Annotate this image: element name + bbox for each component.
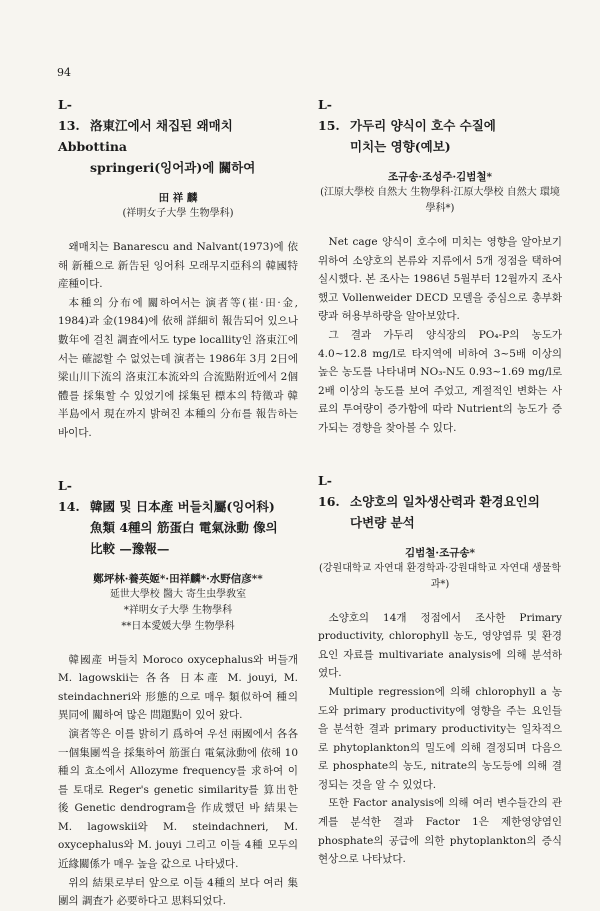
abstract-l16 [318,470,562,869]
abstract-title [318,470,562,533]
abstract-l15 [318,94,562,438]
title-line-2: 魚類 4種의 筋蛋白 電氣泳動 像의 [90,519,278,535]
abstract-title [58,94,298,178]
title-line-1: 가두리 양식이 호수 수질에 [350,118,496,133]
author-affiliation: (강원대학교 자연대 환경학과·강원대학교 자연대 생물학과*) [319,562,561,590]
abstract-code: L-15. [318,97,340,133]
title-line-1: 韓國 및 日本產 버들치屬(잉어科) [90,498,275,514]
paragraph: 그 결과 가두리 양식장의 PO₄-P의 농도가 4.0~12.8 mg/l로 타지역에 비하여 3~5배 이상의 높은 농도를 나타내며 NO₃-N도 0.93~1.69 mg/l로 2배 이상의 농도를 보여 주었고, 계절적인 변화는 사료의 투여량이 증가함에 따라 Nutrient의 농도가 증가되는 경향을 찾아볼 수 있다. [318,328,562,434]
paragraph: 위의 結果로부터 앞으로 이들 4種의 보다 여러 集團의 調査가 必要하다고 思料되었다. [58,876,298,908]
abstract-l14 [58,475,298,911]
author-names: 김범철·조규송* [404,546,475,559]
paragraph: 또한 Factor analysis에 의해 여러 변수들간의 관계를 분석한 결과 Factor 1은 제한영양염인 phosphate의 공급에 의한 phytoplankton의 증식현상으로 나타났다. [318,797,562,866]
abstract-code: L-14. [58,477,80,514]
author-affiliation: (祥明女子大學 生物學科) [122,208,234,219]
author-affiliation-1: 延世大學校 醫大 寄生虫學敎室 [109,588,247,600]
paragraph: 本種의 分布에 關하여서는 演者等(崔·田·金, 1984)과 金(1984)에 依해 詳細히 報告되어 있으나 數年에 걸친 調査에서도 type locallity인 洛東江에서는 確認할 수 없었는데 演者는 1986年 3月 2日에 梁山川下流의 洛東江本流와의 合流點附近에서 2個體를 採集할 수 있었기에 採集된 標本의 特徵과 韓半島에서 現在까지 밝혀진 本種의 分布를 報告하는 바이다. [58,296,298,439]
abstract-body [58,238,298,443]
abstract-body [318,233,562,438]
paragraph: Multiple regression에 의해 chlorophyll a 농도와 primary productivity에 영향을 주는 요인들을 분석한 결과 primary productivity는 일차적으로 phytoplankton의 밀도에 의해 결정되며 다음으로 phosphate의 농도, nitrate의 농도등에 의해 결정되는 것을 알 수 있었다. [318,685,562,791]
author-names: 鄭坪林·養英姬*·田祥麟*·水野信彦** [93,572,263,585]
paragraph: 演者等은 이를 밝히기 爲하여 우선 兩國에서 各各 一個集團씩을 採集하여 筋蛋白 電氣泳動에 依해 10種의 효소에서 Allozyme frequency를 求하여 이를 토대로 Reger's genetic similarity를 算出한 後 Genetic dendrogram을 作成했던 바 結果는 M. lagowskii와 M. steindachneri, M. oxycephalus와 M. jouyi 그리고 이들 4種 모두의 近緣關係가 매우 높을 값으로 나타냈다. [58,727,298,871]
author-affiliation-3: **日本愛媛大學 生物學科 [121,620,235,632]
title-line-2: springeri(잉어과)에 關하여 [90,160,256,175]
author-names: 조규송·조성주·김범철* [387,171,493,183]
abstract-body [58,651,298,911]
author-affiliation: (江原大學校 自然大 生物學科·江原大學校 自然大 環境學科*) [320,187,560,214]
page-number: 94 [57,66,71,79]
title-line-1: 소양호의 일차생산력과 환경요인의 [350,493,540,509]
paragraph: 韓國產 버들치 Moroco oxycephalus와 버들개 M. lagowskii는 各各 日本產 M. jouyi, M. steindachneri와 形態的으로 매우 類似하여 種의 異同에 關하여 많은 問題點이 있어 왔다. [58,653,298,722]
abstract-code: L-13. [58,97,80,133]
abstract-l13 [58,94,298,443]
paragraph: 소양호의 14개 정점에서 조사한 Primary productivity, chlorophyll 농도, 영양염류 및 환경요인 자료를 multivariate analysis에 의해 분석하였다. [318,611,562,680]
author-names: 田 祥 麟 [158,192,198,204]
title-line-2: 미치는 영향(예보) [350,139,451,154]
title-line-1: 洛東江에서 채집된 왜매치 Abbottina [58,118,233,154]
paragraph: Net cage 양식이 호수에 미치는 영향을 알아보기 위하여 소양호의 본류와 지류에서 5개 정점을 택하여 실시했다. 본 조사는 1986년 5월부터 12월까지 조사했고 Vollenweider DECD 모델을 중심으로 총부화량과 허용부하량을 알아보았다. [318,236,562,323]
title-line-2: 다변량 분석 [350,514,415,530]
author-affiliation-2: *祥明女子大學 生物學科 [123,604,233,616]
abstract-code: L-16. [318,472,340,509]
title-line-3: 比較 —豫報— [90,540,170,556]
abstract-title [58,475,298,559]
paragraph: 왜매치는 Banarescu and Nalvant(1973)에 依해 新種으로 新告된 잉어科 모래무지亞科의 韓國特産種이다. [58,241,298,291]
abstract-body [318,609,562,869]
right-column [318,94,562,869]
left-column [58,94,298,911]
abstract-title [318,94,562,157]
